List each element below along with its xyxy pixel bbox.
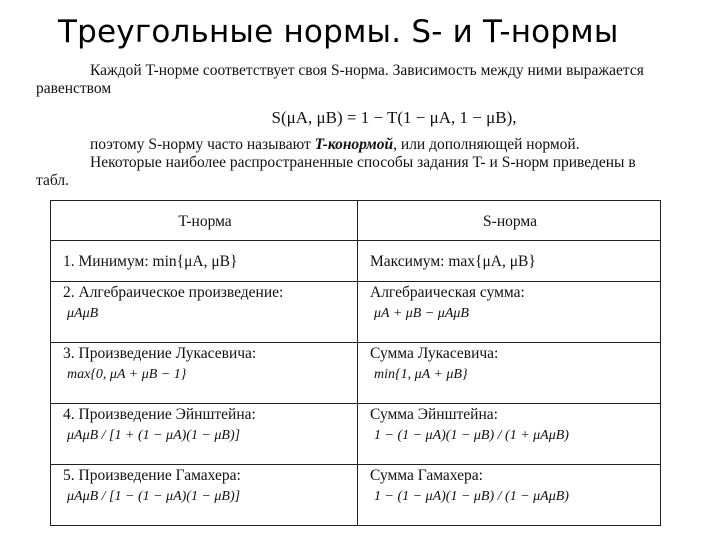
- conorm-term: T-конормой: [314, 136, 394, 153]
- s-norm-cell: [358, 282, 661, 343]
- s-norm-formula: μA + μB − μAμB: [374, 306, 469, 321]
- s-norm-label: Сумма Гамахера:: [370, 467, 483, 484]
- s-norm-cell: [358, 241, 661, 282]
- t-norm-cell: [51, 343, 358, 404]
- s-norm-label: Сумма Эйнштейна:: [370, 406, 498, 423]
- t-norm-formula: max{0, μA + μB − 1}: [67, 367, 187, 382]
- table-row: [51, 282, 661, 343]
- s-norm-cell: [358, 343, 661, 404]
- s-norm-formula: 1 − (1 − μA)(1 − μB) / (1 + μAμB): [374, 428, 569, 443]
- slide-title: Треугольные нормы. S- и T-нормы: [58, 14, 619, 50]
- table-row: [51, 404, 661, 465]
- t-norm-formula: μAμB / [1 − (1 − μA)(1 − μB)]: [67, 489, 241, 504]
- conorm-text-before: поэтому S-норму часто называют: [90, 136, 315, 153]
- s-norm-label: Максимум:: [370, 253, 445, 270]
- t-norm-cell: [51, 241, 358, 282]
- s-norm-cell: [358, 404, 661, 465]
- t-norm-cell: [51, 404, 358, 465]
- s-norm-cell: [358, 465, 661, 526]
- t-norm-cell: [51, 282, 358, 343]
- paragraph-table-ref: Некоторые наиболее распространенные способы задания T- и S-норм приведены в табл.: [36, 154, 636, 189]
- t-norm-label: 4. Произведение Эйнштейна:: [63, 406, 256, 423]
- norms-table: [50, 200, 661, 526]
- header-t-norm: T-норма: [51, 201, 358, 241]
- table-row: [51, 241, 661, 282]
- paragraph-intro: Каждой T-норме соответствует своя S-норма. Зависимость между ними выражается равенством: [36, 62, 644, 97]
- header-s-norm: S-норма: [358, 201, 661, 241]
- t-norm-label: 3. Произведение Лукасевича:: [63, 345, 257, 362]
- table-row: [51, 343, 661, 404]
- s-norm-label: Сумма Лукасевича:: [370, 345, 499, 362]
- t-norm-cell: [51, 465, 358, 526]
- t-norm-label: 5. Произведение Гамахера:: [63, 467, 241, 484]
- s-norm-formula: max{μA, μB}: [448, 253, 536, 270]
- formula-s-from-t: S(μA, μB) = 1 − T(1 − μA, 1 − μB),: [271, 108, 517, 127]
- s-norm-formula: 1 − (1 − μA)(1 − μB) / (1 − μAμB): [374, 489, 569, 504]
- s-norm-label: Алгебраическая сумма:: [370, 284, 525, 301]
- paragraph-conorm: [36, 136, 672, 154]
- table-row: [51, 465, 661, 526]
- s-norm-formula: min{1, μA + μB}: [374, 367, 468, 382]
- t-norm-formula: μAμB / [1 + (1 − μA)(1 − μB)]: [67, 428, 241, 443]
- conorm-text-after: , или дополняющей нормой.: [393, 136, 580, 153]
- t-norm-formula: min{μA, μB}: [152, 253, 238, 270]
- scanned-text: [36, 62, 672, 190]
- t-norm-label: 1. Минимум:: [63, 253, 149, 270]
- t-norm-label: 2. Алгебраическое произведение:: [63, 284, 284, 301]
- t-norm-formula: μAμB: [67, 306, 99, 321]
